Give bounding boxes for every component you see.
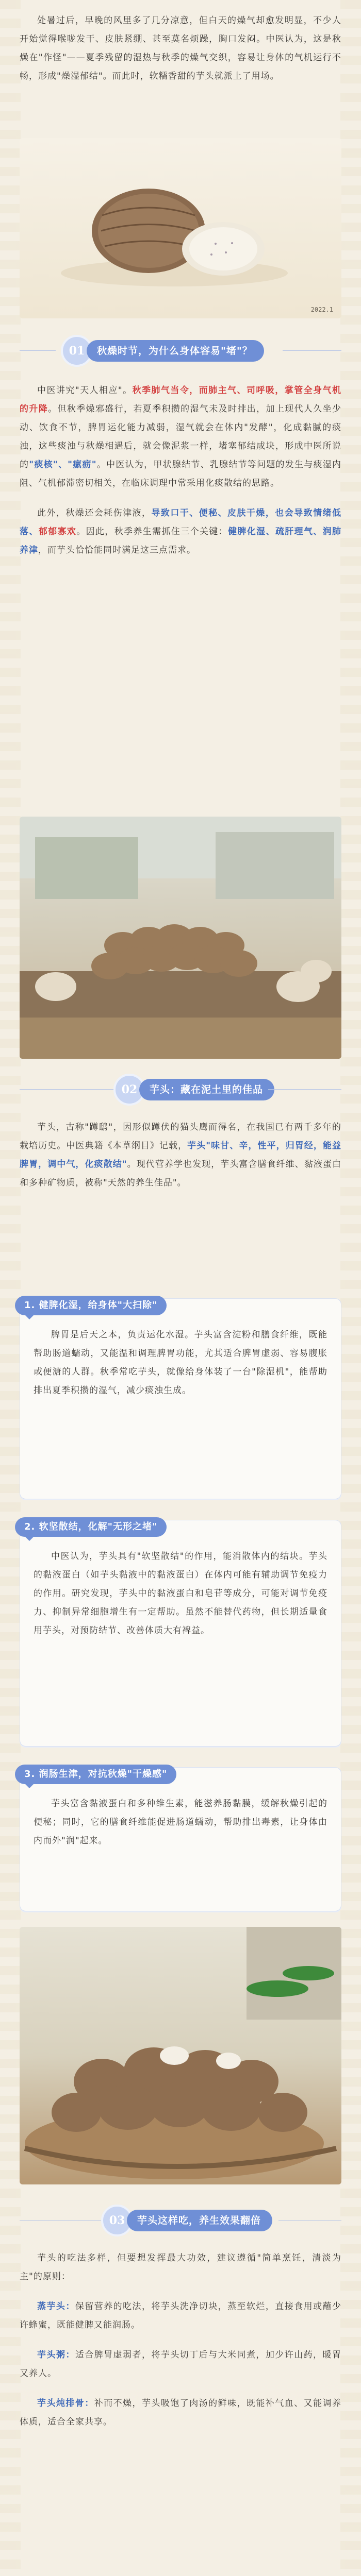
section-title: 芋头这样吃，养生效果翻倍 [127,2210,272,2231]
recipe-taro-ribs: 芋头炖排骨：补而不燥，芋头吸饱了肉汤的鲜味，既能补气血、又能调养体质，适合全家共享。 [20,2398,342,2427]
section-title: 秋燥时节，为什么身体容易"堵"？ [87,340,264,362]
intro-paragraph: 处暑过后，早晚的风里多了几分凉意，但白天的燥气却愈发明显，不少人开始觉得喉咙发干、皮肤紧绷、甚至莫名烦躁，胸口发闷。中医认为，这是秋燥在"作怪"——夏季残留的湿热与秋季的燥气交织，容易让身体的气机运行不畅，形成"燥湿郁结"。而此时，软糯香甜的芋头就派上了用场。 [20,15,341,81]
benefit-card-1 [20,1298,341,1499]
section-heading-2 [0,1072,361,1108]
taro-illustration [20,138,341,318]
decorative-stripe-left [0,0,21,2576]
section-title: 芋头：藏在泥土里的佳品 [139,1079,274,1100]
section-heading-1 [0,333,361,369]
card-tag: 2. 软坚散结，化解"无形之堵" [15,1517,167,1537]
section-number-badge: 01 [61,335,93,367]
section-number-badge: 02 [113,1074,145,1106]
section-1-paragraph-2: 此外，秋燥还会耗伤津液，导致口干、便秘、皮肤干燥，也会导致情绪低落、郁郁寡欢。因此，秋季养生需抓住三个关键：健脾化湿、疏肝理气、润肺养津，而芋头恰恰能同时满足这三点需求。 [20,508,342,555]
heading-rule-left [20,2220,102,2221]
card-tag: 1. 健脾化湿，给身体"大扫除" [15,1296,167,1315]
taro-drawing [20,138,341,318]
illustration-watermark: 2022.1 [310,306,333,313]
benefit-card-2 [20,1520,341,1747]
benefit-card-3 [20,1767,341,1911]
heading-rule-left [20,1089,123,1090]
market-taro-illustration [20,817,341,1059]
section-1-paragraph-1: 中医讲究"天人相应"。秋季肺气当令，而肺主气、司呼吸，掌管全身气机的升降。但秋季燥邪盛行，若夏季积攒的湿气未及时排出，加上现代人久坐少动、饮食不节，脾胃运化能力减弱，湿气就会在体内"发酵"，化成黏腻的痰浊，这些痰浊与秋燥相遇后，就会像泥浆一样，堵塞郁结成块，形成中医所说的"痰核"、"瘰疬"。中医认为，甲状腺结节、乳腺结节等问题的发生与痰湿内阻、气机郁滞密切相关，在临床调理中常采用化痰散结的思路。 [20,385,342,488]
heading-rule-right [278,2220,341,2221]
intro-text [20,11,341,86]
card-body [34,1794,327,1850]
section-1-text [20,381,341,560]
basket-drawing [20,1927,341,2184]
decorative-stripe-right [340,0,361,2576]
heading-rule-right [283,350,341,351]
card-body [34,1326,327,1400]
card-paragraph: 脾胃是后天之本，负责运化水湿。芋头富含淀粉和膳食纤维，既能帮助肠道蠕动，又能温和调理脾胃功能，尤其适合脾胃虚弱、容易腹胀或便溏的人群。秋季常吃芋头，就像给身体装了一台"除湿机"，能帮助排出夏季积攒的湿气，减少痰浊生成。 [34,1330,327,1396]
recipe-steamed-taro: 蒸芋头：保留营养的吃法，将芋头洗净切块，蒸至软烂，直接食用或蘸少许蜂蜜，既能健脾又能润肠。 [20,2301,342,2330]
section-number-badge: 03 [101,2205,133,2236]
heading-rule-left [20,350,56,351]
card-body [34,1547,327,1640]
card-tag: 3. 润肠生津，对抗秋燥"干燥感" [15,1765,176,1784]
section-2-paragraph: 芋头，古称"蹲鸱"，因形似蹲伏的猫头鹰而得名，在我国已有两千多年的栽培历史。中医典籍《本草纲目》记载，芋头"味甘、辛，性平，归胃经，能益脾胃，调中气，化痰散结"。现代营养学也发现，芋头富含膳食纤维、黏液蛋白和多种矿物质，被称"天然的养生佳品"。 [20,1122,342,1188]
section-heading-3 [0,2202,361,2239]
heading-rule-right [268,1089,341,1090]
section-3-intro: 芋头的吃法多样，但要想发挥最大功效，建议遵循"简单烹饪，清淡为主"的原则： [20,2253,341,2282]
recipe-taro-porridge: 芋头粥：适合脾胃虚弱者，将芋头切丁后与大米同煮，加少许山药，暖胃又养人。 [20,2350,342,2379]
card-paragraph: 芋头富含黏液蛋白和多种维生素，能滋养肠黏膜，缓解秋燥引起的便秘；同时，它的膳食纤维能促进肠道蠕动，帮助排出毒素，让身体由内而外"润"起来。 [34,1799,327,1846]
market-drawing [20,817,341,1059]
card-paragraph: 中医认为，芋头具有"软坚散结"的作用，能消散体内的结块。芋头的黏液蛋白（如芋头黏液中的黏液蛋白）在体内可能有辅助调节免疫力的作用。研究发现，芋头中的黏液蛋白和皂苷等成分，可能对调节免疫力、抑制异常细胞增生有一定帮助。虽然不能替代药物，但长期适量食用芋头，对预防结节、改善体质大有裨益。 [34,1551,327,1636]
section-3-text [20,2249,341,2431]
section-2-text [20,1118,341,1192]
basket-taro-illustration [20,1927,341,2184]
